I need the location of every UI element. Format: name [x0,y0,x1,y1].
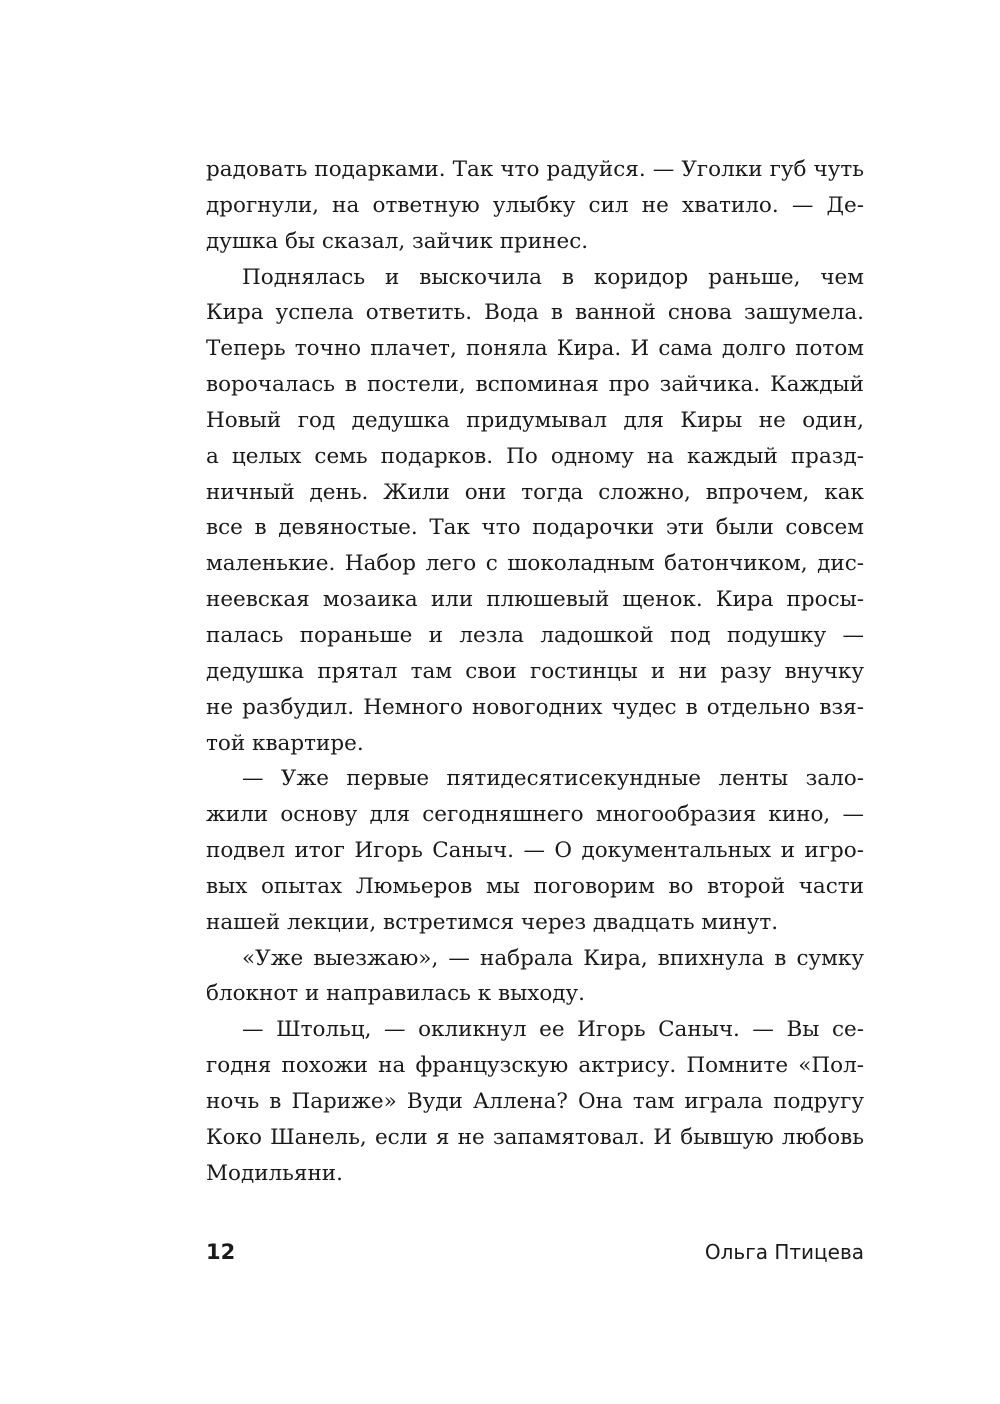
text-line: жили основу для сегодняшнего многообразия кино, — [206,802,864,828]
text-line: Модильяни. [206,1160,343,1186]
paragraph [206,941,864,1013]
text-line: ночь в Париже» Вуди Аллена? Она там играла подругу [206,1088,864,1114]
text-line: душка бы сказал, зайчик принес. [206,228,589,254]
page-footer [206,1240,864,1268]
text-line: «Уже выезжаю», — набрала Кира, впихнула в сумку [242,945,864,971]
text-line: годня похожи на французскую актрису. Помните «Пол- [206,1053,864,1079]
text-line: а целых семь подарков. По одному на каждый празд- [206,443,864,469]
text-line: Новый год дедушка придумывал для Киры не один, [206,407,864,433]
text-line: Кира успела ответить. Вода в ванной снова зашумела. [206,300,864,326]
paragraph [206,260,864,762]
paragraph [206,1012,864,1191]
text-line: палась пораньше и лезла ладошкой под подушку — [206,622,864,648]
paragraph [206,152,864,260]
text-line: все в девяностые. Так что подарочки эти были совсем [206,515,864,541]
text-line: дедушка прятал там свои гостинцы и ни разу внучку [206,658,864,684]
text-line: подвел итог Игорь Саныч. — О документальных и игро- [206,838,864,864]
text-line: вых опытах Люмьеров мы поговорим во второй части [206,873,864,899]
text-line: Поднялась и выскочила в коридор раньше, чем [242,264,864,290]
text-line: Теперь точно плачет, поняла Кира. И сама долго потом [206,336,864,362]
running-footer-author: Ольга Птицева [704,1240,864,1264]
text-line: маленькие. Набор лего с шоколадным батончиком, дис- [206,551,864,577]
text-line: той квартире. [206,730,364,756]
text-line: ничный день. Жили они тогда сложно, впрочем, как [206,479,864,505]
text-line: неевская мозаика или плюшевый щенок. Кира просы- [206,587,864,613]
text-line: — Уже первые пятидесятисекундные ленты зало- [242,766,864,792]
body-text [206,152,864,1191]
text-line: нашей лекции, встретимся через двадцать минут. [206,909,779,935]
text-line: ворочалась в постели, вспоминая про зайчика. Каждый [206,372,864,398]
text-line: радовать подарками. Так что радуйся. — Уголки губ чуть [206,157,864,182]
text-line: Коко Шанель, если я не запамятовал. И бывшую любовь [206,1124,864,1150]
text-line: дрогнули, на ответную улыбку сил не хватило. — Де- [206,192,864,218]
page-number: 12 [206,1240,236,1264]
text-line: блокнот и направилась к выходу. [206,981,585,1007]
text-line: — Штольц, — окликнул ее Игорь Саныч. — Вы се- [242,1017,864,1043]
text-line: не разбудил. Немного новогодних чудес в отдельно взя- [206,694,864,720]
paragraph [206,761,864,940]
